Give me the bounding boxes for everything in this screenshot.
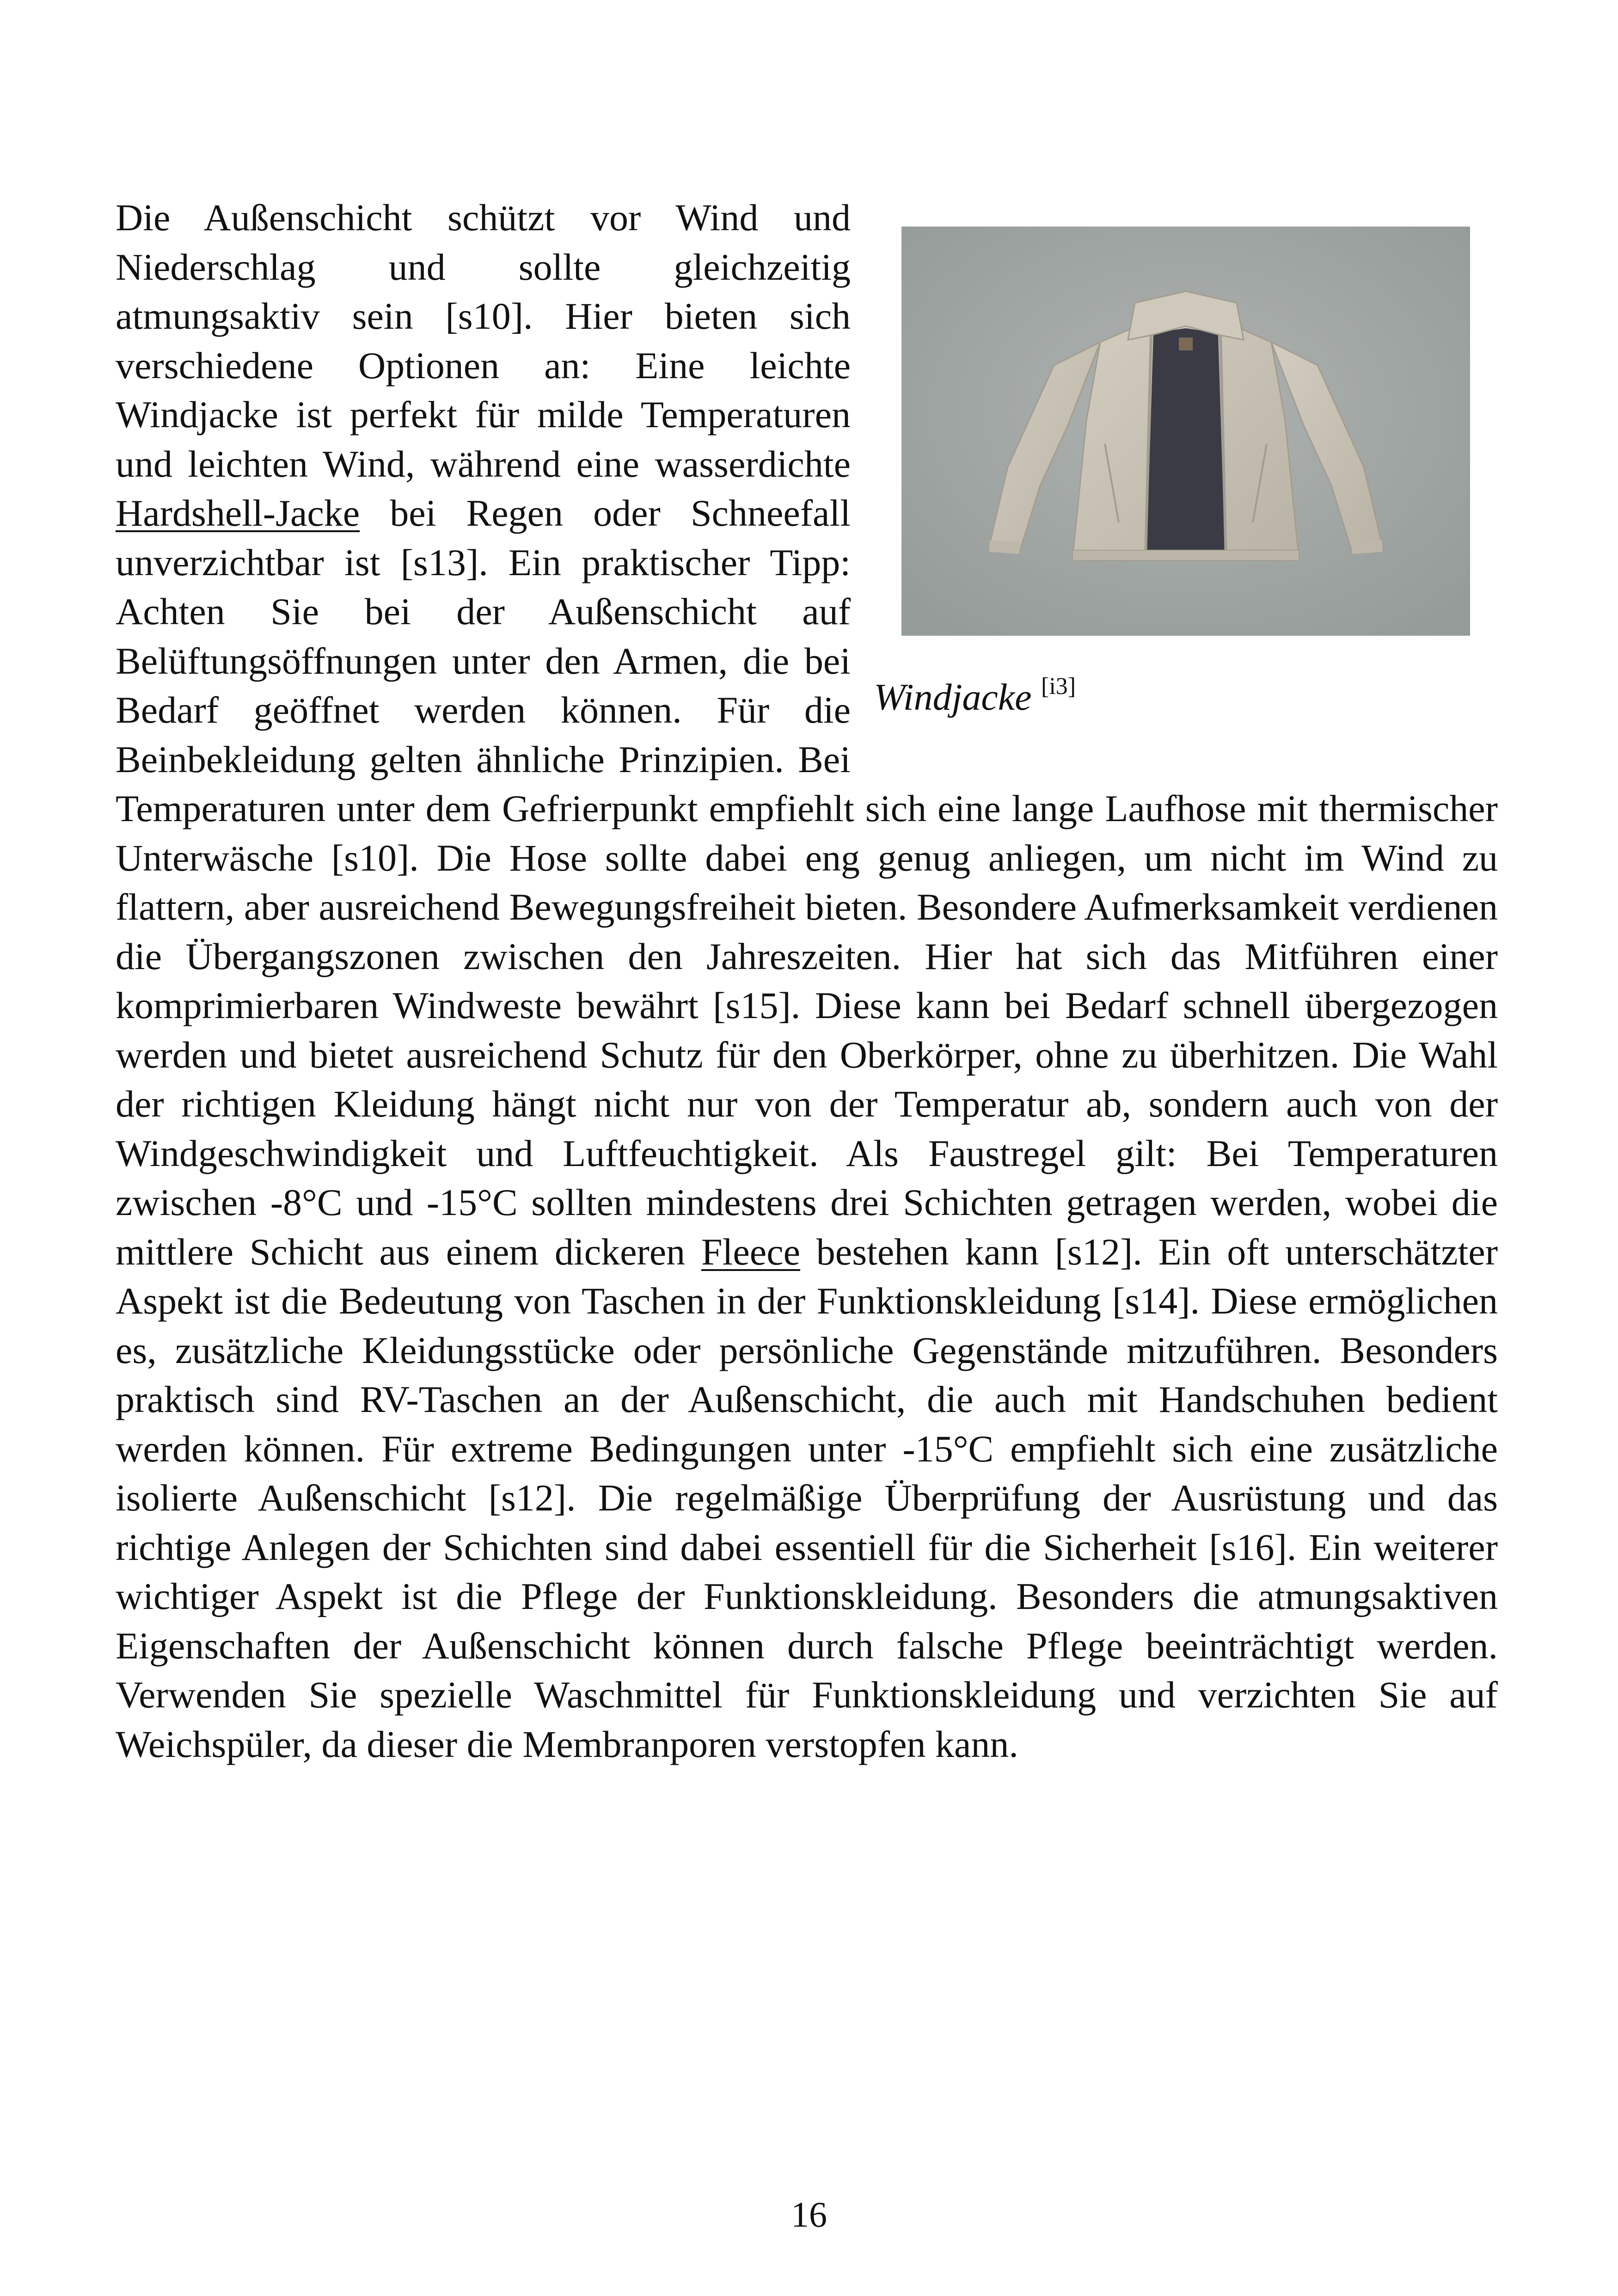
- paragraph-text-2: bei Regen oder Schneefall unverzichtbar ist [s13]. Ein praktischer Tipp: Achten Sie bei der Außenschicht auf Belüftungsöffnungen unter den Armen, die bei Bedarf geöffnet werden können. Für die Beinbekleidung gelten ähnliche Prinzipien. Bei Temperaturen unter dem Gefrierpunkt empfiehlt sich eine lange Laufhose mit thermischer Unterwäsche [s10]. Die Hose sollte dabei eng genug anliegen, um nicht im Wind zu flattern, aber ausreichend Bewegungsfreiheit bieten. Besondere Aufmerksamkeit verdienen die Übergangszonen zwischen den Jahreszeiten. Hier hat sich das Mitführen einer komprimierbaren Windweste bewährt [s15]. Diese kann bei Bedarf schnell übergezogen werden und bietet ausreichend Schutz für den Oberkörper, ohne zu überhitzen. Die Wahl der richtigen Kleidung hängt nicht nur von der Temperatur ab, sondern auch von der Windgeschwindigkeit und Luftfeuchtigkeit. Als Faustregel gilt: Bei Temperaturen zwischen -8°C und -15°C sollten mindestens drei Schichten getragen werden, wobei die mittlere Schicht aus einem dickeren: [116, 492, 1498, 1273]
- jacket-label: [1179, 338, 1193, 350]
- paragraph-text-1: Die Außenschicht schützt vor Wind und Niederschlag und sollte gleichzeitig atmungsaktiv sein [s10]. Hier bieten sich verschiedene Optionen an: Eine leichte Windjacke ist perfekt für milde Temperaturen und leichten Wind, während eine wasserdichte: [116, 196, 851, 485]
- figure: [874, 193, 1498, 739]
- jacket-photo: [901, 227, 1470, 636]
- paragraph-text-3: bestehen kann [s12]. Ein oft unterschätzter Aspekt ist die Bedeutung von Taschen in der Funktionskleidung [s14]. Diese ermöglichen es, zusätzliche Kleidungsstücke oder persönliche Gegenstände mitzuführen. Besonders praktisch sind RV-Taschen an der Außenschicht, die auch mit Handschuhen bedient werden können. Für extreme Bedingungen unter -15°C empfiehlt sich eine zusätzliche isolierte Außenschicht [s12]. Die regelmäßige Überprüfung der Ausrüstung und das richtige Anlegen der Schichten sind dabei essentiell für die Sicherheit [s16]. Ein weiterer wichtiger Aspekt ist die Pflege der Funktionskleidung. Besonders die atmungsaktiven Eigenschaften der Außenschicht können durch falsche Pflege beeinträchtigt werden. Verwenden Sie spezielle Waschmittel für Funktionskleidung und verzichten Sie auf Weichspüler, da dieser die Membranporen verstopfen kann.: [116, 1230, 1498, 1765]
- page-number: 16: [791, 2194, 827, 2235]
- jacket-lining: [1146, 328, 1225, 559]
- caption-reference: [i3]: [1041, 673, 1076, 700]
- hardshell-jacke-link[interactable]: Hardshell-Jacke: [116, 492, 360, 534]
- body-paragraph: [116, 193, 1498, 1769]
- fleece-link[interactable]: Fleece: [701, 1230, 800, 1273]
- caption-text: Windjacke: [874, 676, 1032, 718]
- figure-caption: [874, 674, 1498, 720]
